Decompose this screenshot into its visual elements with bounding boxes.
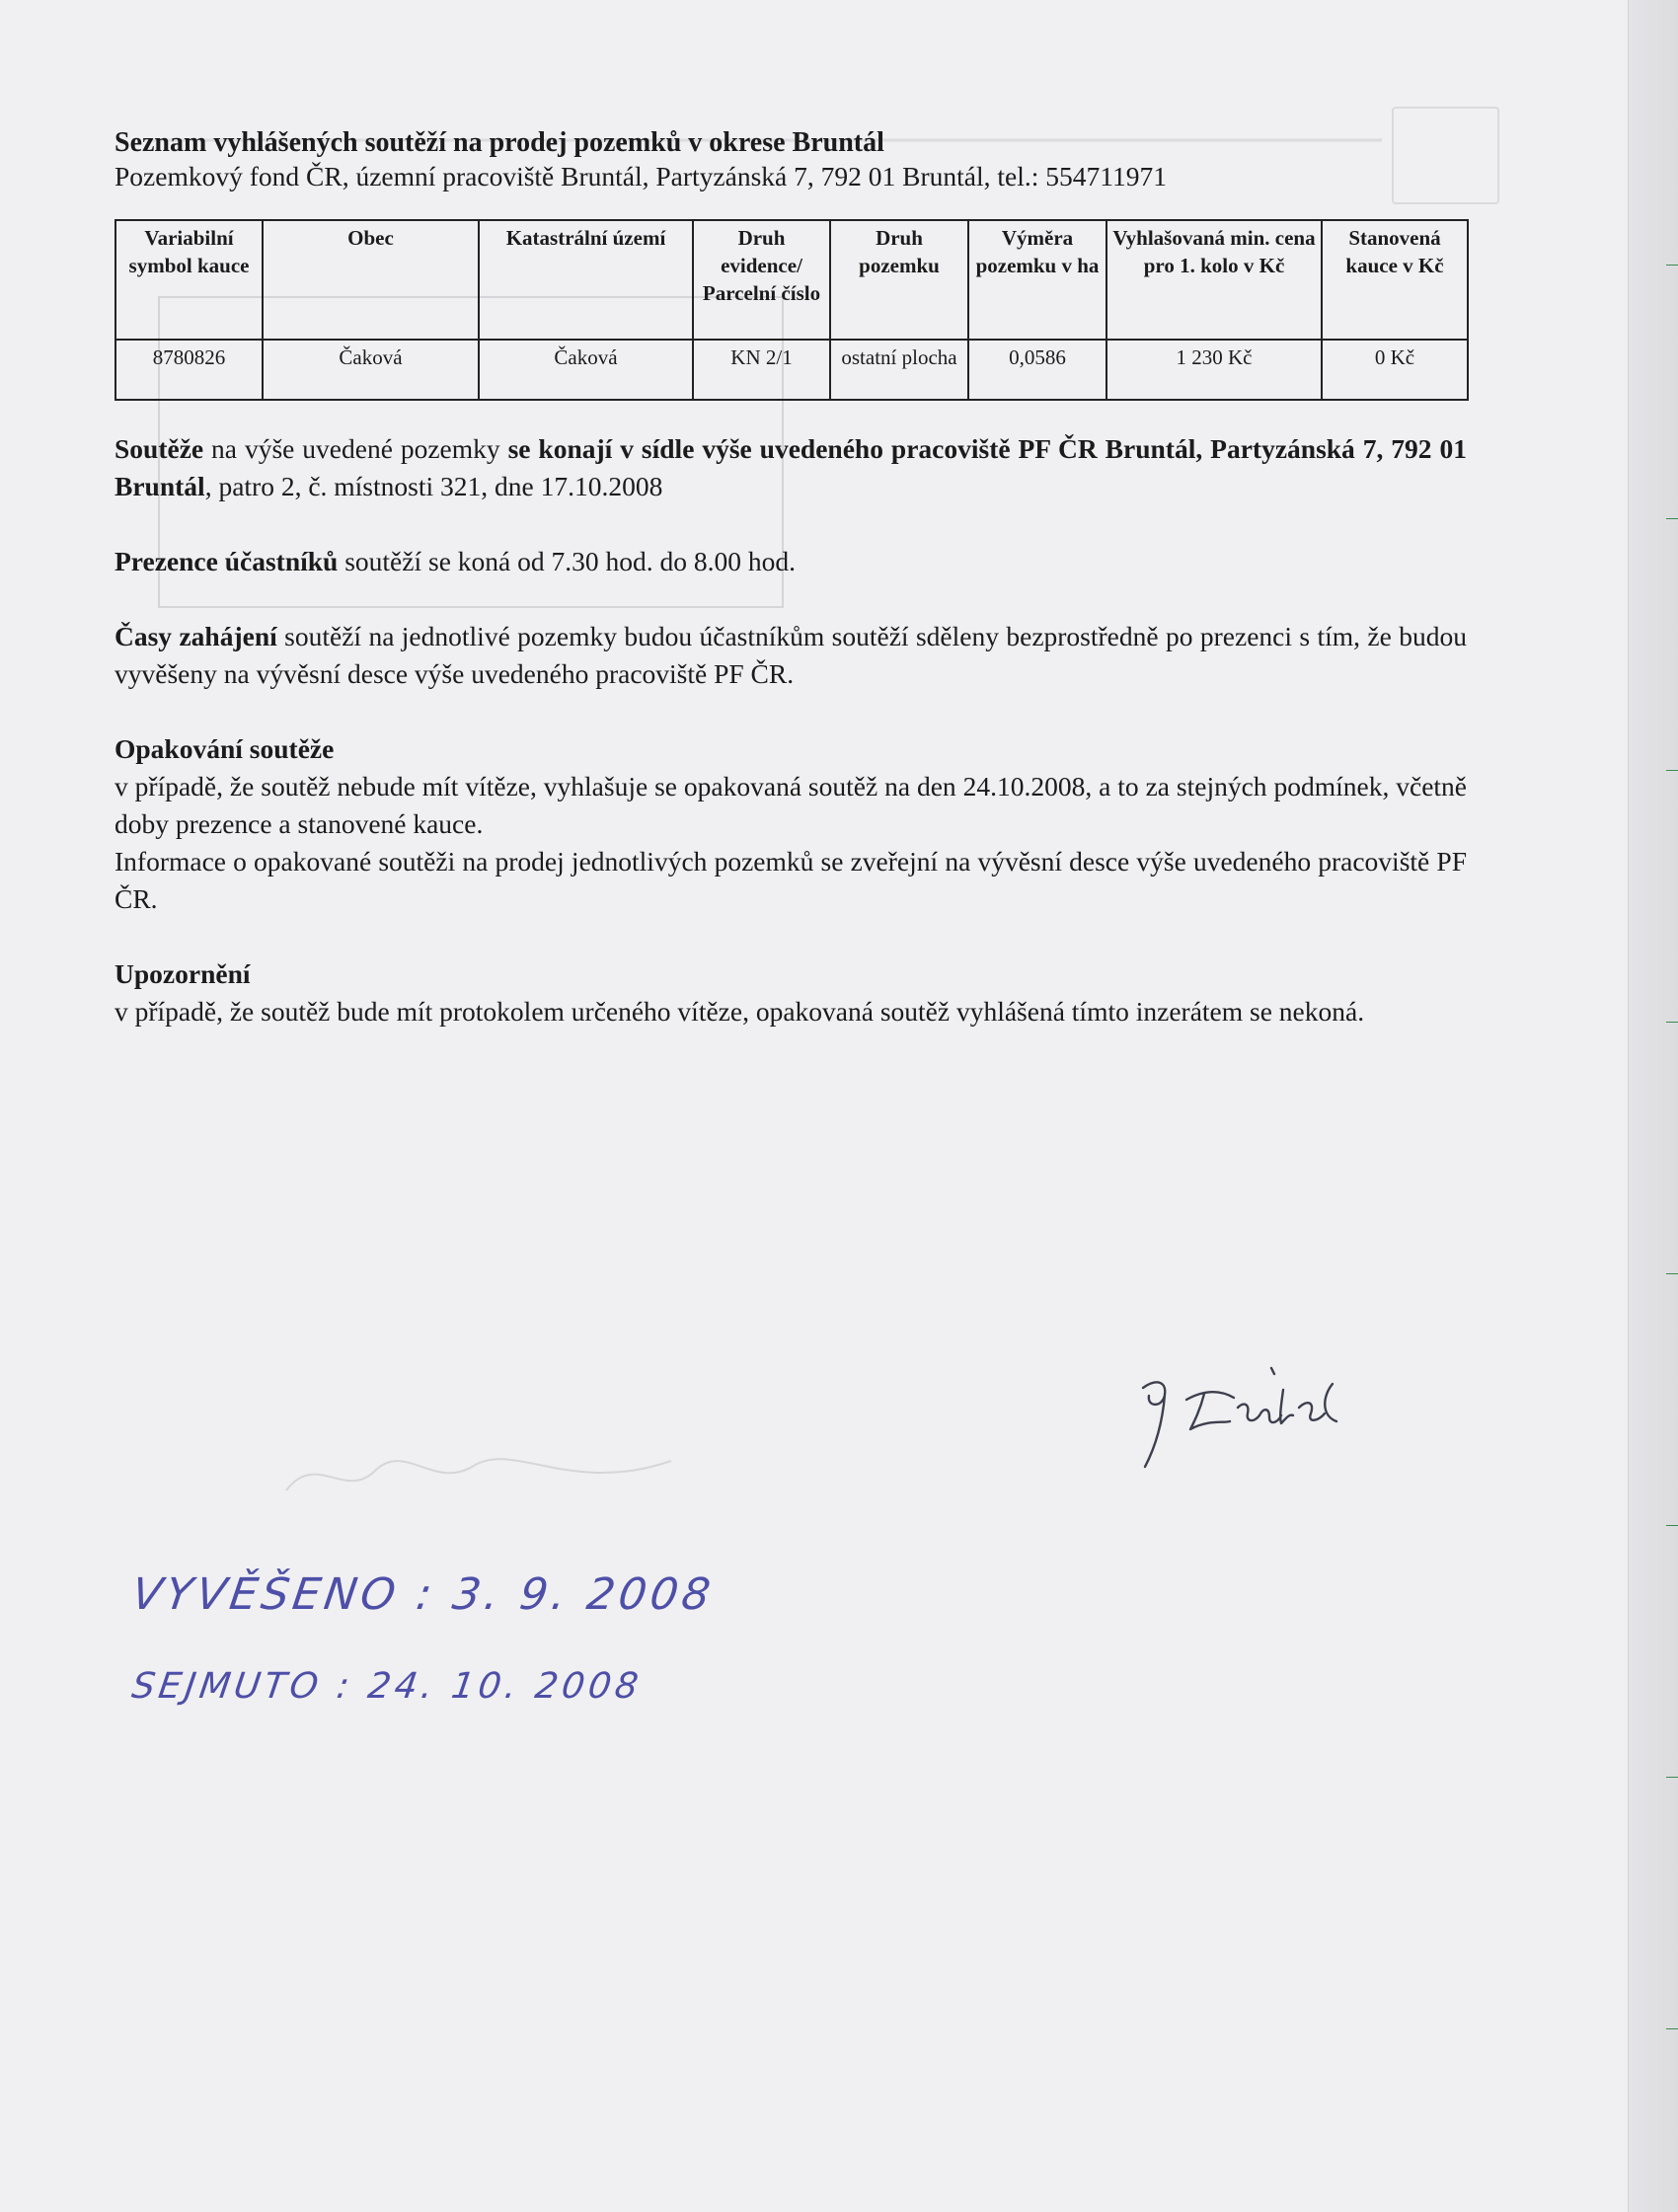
- handwritten-removed-date: SEJMUTO : 24. 10. 2008: [129, 1666, 645, 1707]
- repeat-text: v případě, že soutěž nebude mít vítěze, vyhlašuje se opakovaná soutěž na den 24.10.2008, a to za stejných podmínek, včetně doby prezence a stanovené kauce.: [114, 771, 1467, 839]
- paragraph-start-times: Časy zahájení soutěží na jednotlivé pozemky budou účastníkům soutěží sděleny bezprostředně po prezenci s tím, že budou vyvěšeny na vývěsní desce výše uvedeného pracoviště PF ČR.: [114, 621, 1467, 689]
- cell-area: 0,0586: [968, 340, 1106, 400]
- edge-mark: [1666, 1777, 1678, 1778]
- edge-mark: [1666, 1273, 1678, 1274]
- document-title: Seznam vyhlášených soutěží na prodej pozemků v okrese Bruntál: [114, 127, 884, 158]
- repeat-heading: Opakování soutěže: [114, 733, 335, 764]
- cell-cadastral-area: Čaková: [479, 340, 693, 400]
- signature: [1135, 1360, 1431, 1474]
- table-header-row: [115, 220, 1468, 340]
- edge-mark: [1666, 1022, 1678, 1023]
- cell-parcel-number: KN 2/1: [693, 340, 830, 400]
- edge-mark: [1666, 265, 1678, 266]
- edge-mark: [1666, 1525, 1678, 1526]
- bleed-through-signature: [276, 1441, 691, 1510]
- col-header-area: Výměra pozemku v ha: [968, 220, 1106, 340]
- col-header-cadastral-area: Katastrální území: [479, 220, 693, 340]
- edge-mark: [1666, 770, 1678, 771]
- col-header-deposit: Stanovená kauce v Kč: [1322, 220, 1468, 340]
- warning-text: v případě, že soutěž bude mít protokolem určeného vítěze, opakovaná soutěž vyhlášená tímto inzerátem se nekoná.: [114, 996, 1365, 1027]
- paper-edge: [1628, 0, 1678, 2212]
- col-header-municipality: Obec: [263, 220, 479, 340]
- warning-heading: Upozornění: [114, 958, 251, 989]
- col-header-variable-symbol: Variabilní symbol kauce: [115, 220, 263, 340]
- col-header-min-price: Vyhlašovaná min. cena pro 1. kolo v Kč: [1106, 220, 1322, 340]
- col-header-parcel-number: Druh evidence/ Parcelní číslo: [693, 220, 830, 340]
- paragraph-attendance: Prezence účastníků soutěží se koná od 7.30 hod. do 8.00 hod.: [114, 546, 796, 576]
- cell-min-price: 1 230 Kč: [1106, 340, 1322, 400]
- col-header-land-type: Druh pozemku: [830, 220, 968, 340]
- cell-deposit: 0 Kč: [1322, 340, 1468, 400]
- edge-mark: [1666, 2028, 1678, 2029]
- cell-variable-symbol: 8780826: [115, 340, 263, 400]
- table-row: [115, 340, 1468, 400]
- repeat-info-text: Informace o opakované soutěži na prodej jednotlivých pozemků se zveřejní na vývěsní desce výše uvedeného pracoviště PF ČR.: [114, 846, 1467, 914]
- edge-mark: [1666, 518, 1678, 519]
- document-body: [114, 126, 1467, 1030]
- paragraph-venue: Soutěže na výše uvedené pozemky se konají v sídle výše uvedeného pracoviště PF ČR Bruntál, Partyzánská 7, 792 01 Bruntál, patro 2, č. místnosti 321, dne 17.10.2008: [114, 433, 1467, 501]
- cell-municipality: Čaková: [263, 340, 479, 400]
- cell-land-type: ostatní plocha: [830, 340, 968, 400]
- competition-table: [114, 219, 1469, 401]
- document-subtitle: Pozemkový fond ČR, územní pracoviště Bruntál, Partyzánská 7, 792 01 Bruntál, tel.: 554711971: [114, 161, 1167, 191]
- handwritten-posted-date: VYVĚŠENO : 3. 9. 2008: [128, 1569, 718, 1620]
